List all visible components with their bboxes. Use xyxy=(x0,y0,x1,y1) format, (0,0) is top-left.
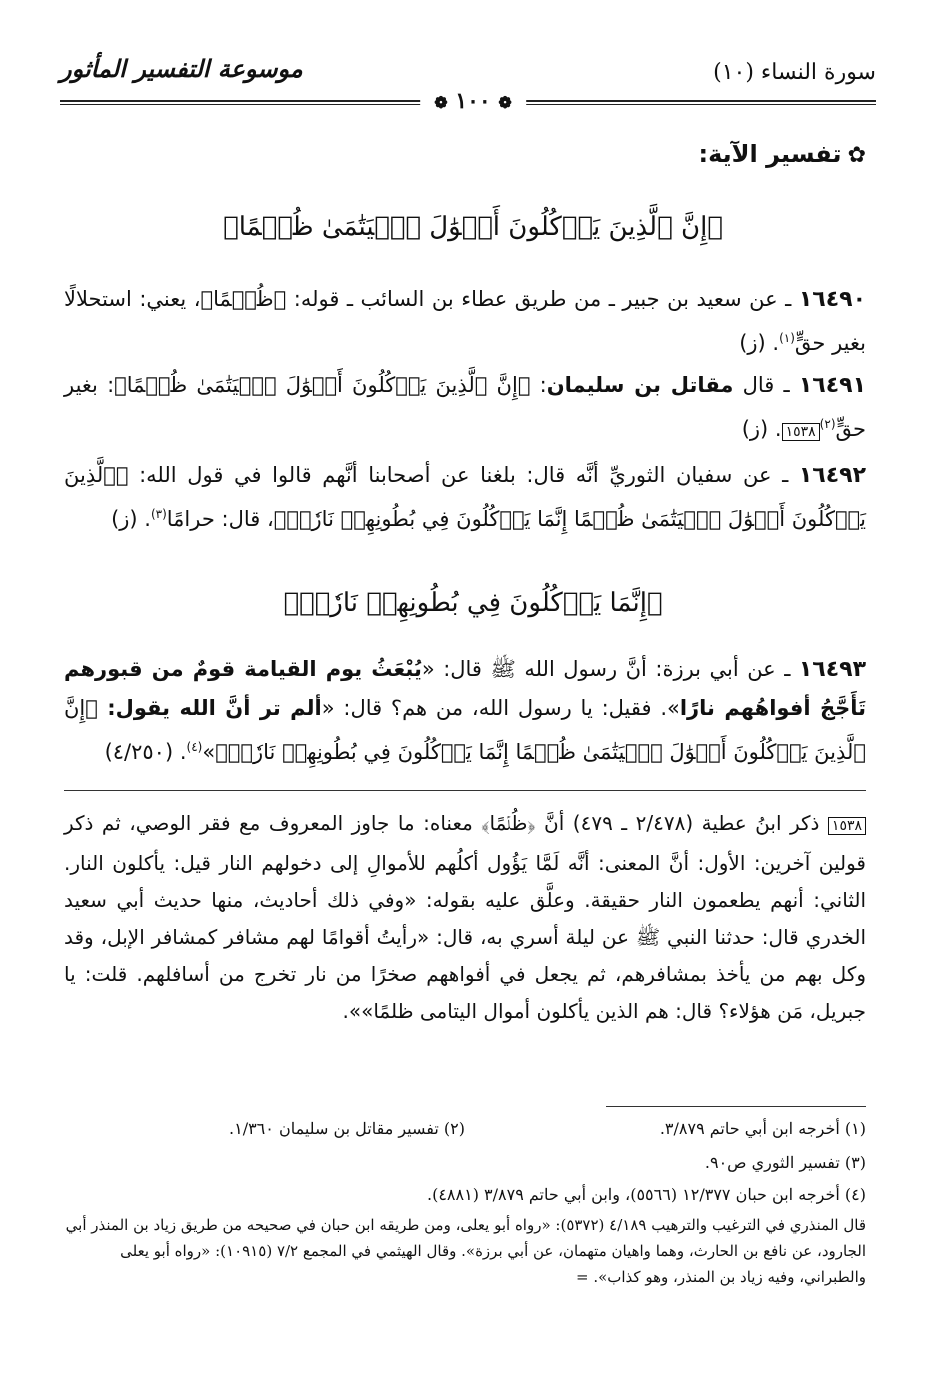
ornament-icon: ❁ xyxy=(498,93,512,112)
footnote-ref[interactable]: (١) xyxy=(779,331,795,345)
hadith-text: ألم تر أنَّ الله يقول: xyxy=(97,696,322,720)
hadith-text: يُبْعَثُ يوم القيامة قومٌ من قبورهم تَأَجَّجُ أفواهُهم نارًا xyxy=(64,657,866,720)
commentary-number-box: ١٥٣٨ xyxy=(828,817,866,835)
entry-number: ١٦٤٩٣ xyxy=(798,657,866,682)
commentary-ref-box[interactable]: ١٥٣٨ xyxy=(782,423,820,441)
entry-number: ١٦٤٩٠ xyxy=(798,287,866,312)
page-number: ❁ ١٠٠ ❁ xyxy=(420,88,526,114)
commentary-note: ١٥٣٨ ذكر ابنُ عطية (٢/٤٧٨ ـ ٤٧٩) أنَّ ﴿ظُلۡمًا﴾ معناه: ما جاوز المعروف مع فقر الوصي، ثم ذكر قولين آخرين: الأول: أنَّ المعنى: أنَّه لَمَّا يَؤُول أكلُهم للأموالِ إلى دخولهم النار قيل: يأكلون النار. الثاني: أنهم يطعمون النار حقيقة. وعلَّق عليه بقوله: «وفي ذلك أحاديث، منها حديث أبي سعيد الخدري قال: حدثنا النبي ﷺ عن ليلة أسري به، قال: «رأيتُ أقوامًا لهم مشافر كمشافر الإبل، وقد وكل بهم من يأخذ بمشافرهم، ثم يجعل في أفواههم صخرًا من نار تخرج من أسافلهم. قلت: يا جبريل، مَن هؤلاء؟ قال: هم الذين يأكلون أموال اليتامى ظلمًا»». xyxy=(64,811,866,1023)
section-title: ✿تفسير الآية: xyxy=(698,140,866,168)
ornament-icon: ❁ xyxy=(434,93,448,112)
quran-quote: ﴿ظُلۡمًا﴾ xyxy=(481,811,536,835)
footnote-ref[interactable]: (٢) xyxy=(819,417,836,431)
entry-number: ١٦٤٩٢ xyxy=(798,463,866,488)
quran-quote: ﴿إِنَّ ٱلَّذِينَ يَأۡكُلُونَ أَمۡوَٰلَ ٱلۡيَتَٰمَىٰ ظُلۡمًا إِنَّمَا يَأۡكُلُونَ فِي بُطُونِهِمۡ نَارٗاۖ﴾ xyxy=(64,696,866,764)
book-title: موسوعة التفسير المأثور xyxy=(60,54,303,83)
footnote-ref[interactable]: (٣) xyxy=(150,507,167,521)
footnote-1: (١) أخرجه ابن أبي حاتم ٣/٨٧٩. xyxy=(659,1119,866,1138)
entry-16493: ١٦٤٩٣ ـ عن أبي برزة: أنَّ رسول الله ﷺ قال: «يُبْعَثُ يوم القيامة قومٌ من قبورهم تَأَجَّجُ أفواهُهم نارًا». فقيل: يا رسول الله، من هم؟ قال: «ألم تر أنَّ الله يقول: ﴿إِنَّ ٱلَّذِينَ يَأۡكُلُونَ أَمۡوَٰلَ ٱلۡيَتَٰمَىٰ ظُلۡمًا إِنَّمَا يَأۡكُلُونَ فِي بُطُونِهِمۡ نَارٗاۖ﴾»$^{(٤)}$. (٤/٢٥٠) xyxy=(64,657,866,764)
narrator-name: مقاتل بن سليمان xyxy=(546,373,734,397)
surah-title: سورة النساء (١٠) xyxy=(713,60,876,85)
quran-quote: ﴿ٱلَّذِينَ يَأۡكُلُونَ أَمۡوَٰلَ ٱلۡيَتَٰمَىٰ ظُلۡمًا إِنَّمَا يَأۡكُلُونَ فِي بُطُونِهِمۡ نَارٗاۖ﴾ xyxy=(64,463,866,531)
entry-16490: ١٦٤٩٠ ـ عن سعيد بن جبير ـ من طريق عطاء بن السائب ـ قوله: ﴿ظُلۡمًا﴾، يعني: استحلالًا بغير حقٍّ$^{(١)}$. (ز) xyxy=(64,287,866,355)
page-header xyxy=(60,48,876,88)
ayah-heading: ﴿إِنَّمَا يَأۡكُلُونَ فِي بُطُونِهِمۡ نَارٗاۖ﴾ xyxy=(283,588,663,618)
footnote-3: (٣) تفسير الثوري ص٩٠. xyxy=(704,1153,866,1172)
quran-quote: ﴿ظُلۡمًا﴾ xyxy=(200,287,287,311)
footnote-ref[interactable]: (٤) xyxy=(186,740,203,754)
quran-quote: ﴿إِنَّ ٱلَّذِينَ يَأۡكُلُونَ أَمۡوَٰلَ ٱلۡيَتَٰمَىٰ ظُلۡمًا﴾ xyxy=(114,373,531,397)
footnote-4: (٤) أخرجه ابن حبان ١٢/٣٧٧ (٥٥٦٦)، وابن أبي حاتم ٣/٨٧٩ (٤٨٨١). xyxy=(427,1185,866,1204)
flower-icon: ✿ xyxy=(847,143,866,168)
entry-number: ١٦٤٩١ xyxy=(798,373,866,398)
entry-16491: ١٦٤٩١ ـ قال مقاتل بن سليمان: ﴿إِنَّ ٱلَّذِينَ يَأۡكُلُونَ أَمۡوَٰلَ ٱلۡيَتَٰمَىٰ ظُلۡمًا﴾: بغير حقٍّ$^{(٢)}$١٥٣٨. (ز) xyxy=(64,373,866,441)
footnote-4-detail: قال المنذري في الترغيب والترهيب ٤/١٨٩ (٥٣٧٢): «رواه أبو يعلى، ومن طريقه ابن حبان في صحيحه من طريق زياد بن المنذر أبي الجارود، عن نافع بن الحارث، وهما واهيان متهمان، عن أبي برزة». وقال الهيثمي في المجمع ٧/٢ (١٠٩١٥): «رواه أبو يعلى والطبراني، وفيه زياد بن المنذر، وهو كذاب». = xyxy=(65,1216,866,1286)
entry-16492: ١٦٤٩٢ ـ عن سفيان الثوريِّ أنَّه قال: بلغنا عن أصحابنا أنَّهم قالوا في قول الله: ﴿ٱلَّذِينَ يَأۡكُلُونَ أَمۡوَٰلَ ٱلۡيَتَٰمَىٰ ظُلۡمًا إِنَّمَا يَأۡكُلُونَ فِي بُطُونِهِمۡ نَارٗاۖ﴾، قال: حرامًا$^{(٣)}$. (ز) xyxy=(64,463,866,531)
footnotes-row-1 xyxy=(64,1116,866,1142)
footnote-2: (٢) تفسير مقاتل بن سليمان ١/٣٦٠. xyxy=(229,1119,465,1138)
ayah-heading: ﴿إِنَّ ٱلَّذِينَ يَأۡكُلُونَ أَمۡوَٰلَ ٱلۡيَتَٰمَىٰ ظُلۡمًا﴾ xyxy=(223,212,723,242)
footnote-rule xyxy=(606,1106,866,1107)
section-separator xyxy=(64,790,866,791)
